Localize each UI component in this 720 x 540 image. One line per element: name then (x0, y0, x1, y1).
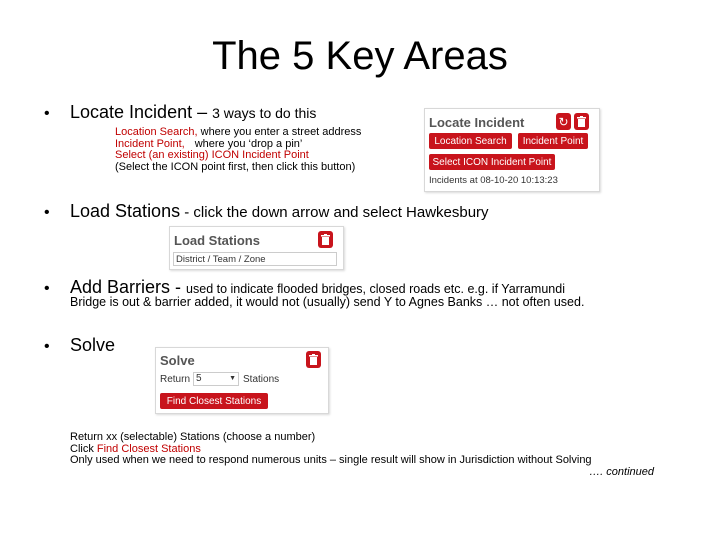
solve-heading: Solve (70, 335, 116, 355)
locate-suffix: 3 ways to do this (212, 105, 317, 121)
chevron-down-icon: ▼ (229, 375, 236, 382)
load-stations-panel (169, 226, 344, 270)
trash-icon[interactable] (318, 231, 333, 248)
district-team-zone-select[interactable]: District / Team / Zone (173, 252, 337, 266)
solve-note-line3: Only used when we need to respond numerous units – single result will show in Jurisdiction without Solving (70, 454, 592, 467)
locate-heading: Locate Incident (70, 102, 193, 122)
refresh-icon[interactable]: ↻ (556, 113, 571, 130)
barriers-line1: used to indicate flooded bridges, closed roads etc. e.g. if Yarramundi (186, 282, 565, 296)
barriers-dash: - (170, 277, 187, 297)
locate-line: (Select the ICON point first, then click this button) (115, 160, 356, 173)
return-count-select[interactable] (193, 372, 239, 386)
return-count-value: 5 (196, 373, 202, 384)
locate-description (115, 127, 361, 173)
bullet-locate-incident (44, 101, 316, 125)
page-title: The 5 Key Areas (212, 34, 508, 78)
barriers-heading: Add Barriers (70, 277, 171, 297)
locate-line: Select (an existing) ICON Incident Point (115, 149, 309, 162)
location-search-button[interactable]: Location Search (429, 133, 512, 149)
locate-dash: – (192, 102, 213, 122)
return-label: Return (160, 374, 191, 385)
stations-label: Stations (243, 374, 280, 385)
locate-panel-title: Locate Incident (429, 115, 525, 130)
select-icon-incident-point-button[interactable]: Select ICON Incident Point (429, 154, 555, 170)
solve-notes (70, 432, 592, 467)
solve-note-line1: Return xx (selectable) Stations (choose a number) (70, 431, 316, 443)
locate-line: Location Search, where you enter a street address (115, 126, 362, 138)
locate-incident-panel (424, 108, 600, 192)
bullet-icon: • (44, 280, 50, 297)
bullet-icon: • (44, 338, 50, 355)
trash-icon[interactable] (574, 113, 589, 130)
continued-note: …. continued (589, 466, 654, 478)
bullet-icon: • (44, 105, 50, 122)
find-closest-stations-ref: Find Closest Stations (96, 442, 201, 455)
solve-panel-title: Solve (160, 353, 195, 368)
barriers-line2: Bridge is out & barrier added, it would not (usually) send Y to Agnes Banks … not often used. (70, 295, 585, 309)
bullet-icon: • (44, 204, 50, 221)
load-heading: Load Stations (70, 201, 181, 221)
solve-panel (155, 347, 329, 414)
locate-line: Incident Point, where you ‘drop a pin’ (115, 137, 303, 150)
incidents-status: Incidents at 08-10-20 10:13:23 (429, 175, 558, 186)
solve-note-line2: Click Find Closest Stations (70, 442, 201, 455)
bullet-load-stations (44, 200, 489, 224)
incident-point-button[interactable]: Incident Point (518, 133, 588, 149)
trash-icon[interactable] (306, 351, 321, 368)
bullet-solve (44, 334, 115, 358)
load-suffix: - click the down arrow and select Hawkesbury (180, 204, 489, 221)
load-panel-title: Load Stations (174, 233, 260, 248)
find-closest-stations-button[interactable]: Find Closest Stations (160, 393, 268, 409)
